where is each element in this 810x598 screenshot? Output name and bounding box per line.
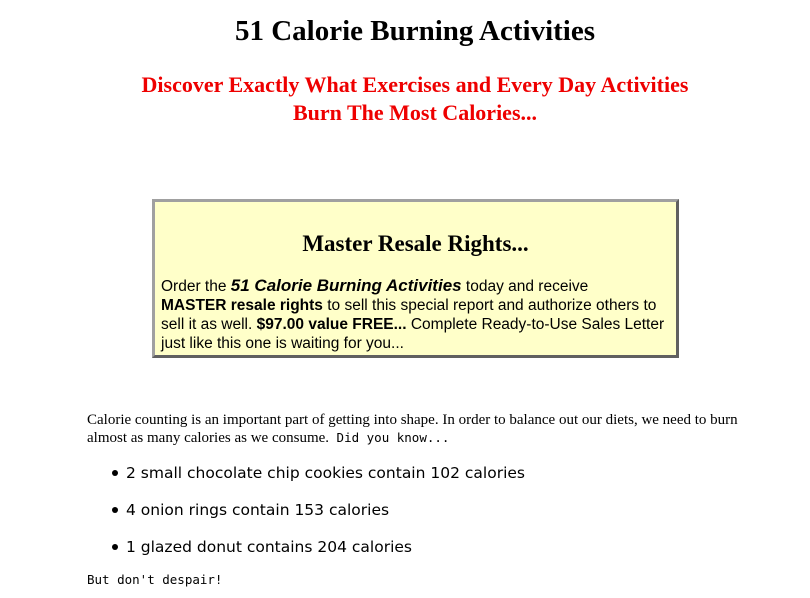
did-you-know: Did you know... <box>329 430 450 445</box>
fact-text: 2 small chocolate chip cookies contain 102 calories <box>126 464 525 482</box>
intro-paragraph <box>87 411 747 447</box>
fact-text: 1 glazed donut contains 204 calories <box>126 538 412 556</box>
fact-text: 4 onion rings contain 153 calories <box>126 501 390 519</box>
bullet-icon <box>112 507 118 513</box>
offer-text-4: Complete Ready-to-Use Sales Letter just like this one is waiting for you... <box>161 316 665 352</box>
offer-text <box>161 276 671 353</box>
list-item <box>87 462 767 499</box>
offer-heading: Master Resale Rights... <box>302 231 529 256</box>
value-label: $97.00 value FREE... <box>256 316 407 333</box>
subtitle-line-2: Burn The Most Calories... <box>292 100 538 125</box>
list-item <box>87 499 767 536</box>
offer-text-1: Order the <box>161 278 231 295</box>
bullet-icon <box>112 544 118 550</box>
intro-text: Calorie counting is an important part of getting into shape. In order to balance out our diets, we need to burn almost as many calories as we consume. <box>87 412 738 446</box>
product-name: 51 Calorie Burning Activities <box>230 276 462 295</box>
offer-text-3: to sell this special report and authorize others to sell it as well. <box>161 297 657 333</box>
closing-text: But don't despair! <box>87 572 223 587</box>
resale-rights-label: MASTER resale rights <box>161 297 323 314</box>
subtitle-line-1: Discover Exactly What Exercises and Every Day Activities <box>141 72 689 97</box>
calorie-facts-list <box>87 462 767 573</box>
resale-rights-box <box>152 199 679 358</box>
list-item <box>87 536 767 573</box>
page-title: 51 Calorie Burning Activities <box>234 15 596 47</box>
subtitle <box>0 71 810 127</box>
bullet-icon <box>112 470 118 476</box>
offer-text-2: today and receive <box>461 278 589 295</box>
